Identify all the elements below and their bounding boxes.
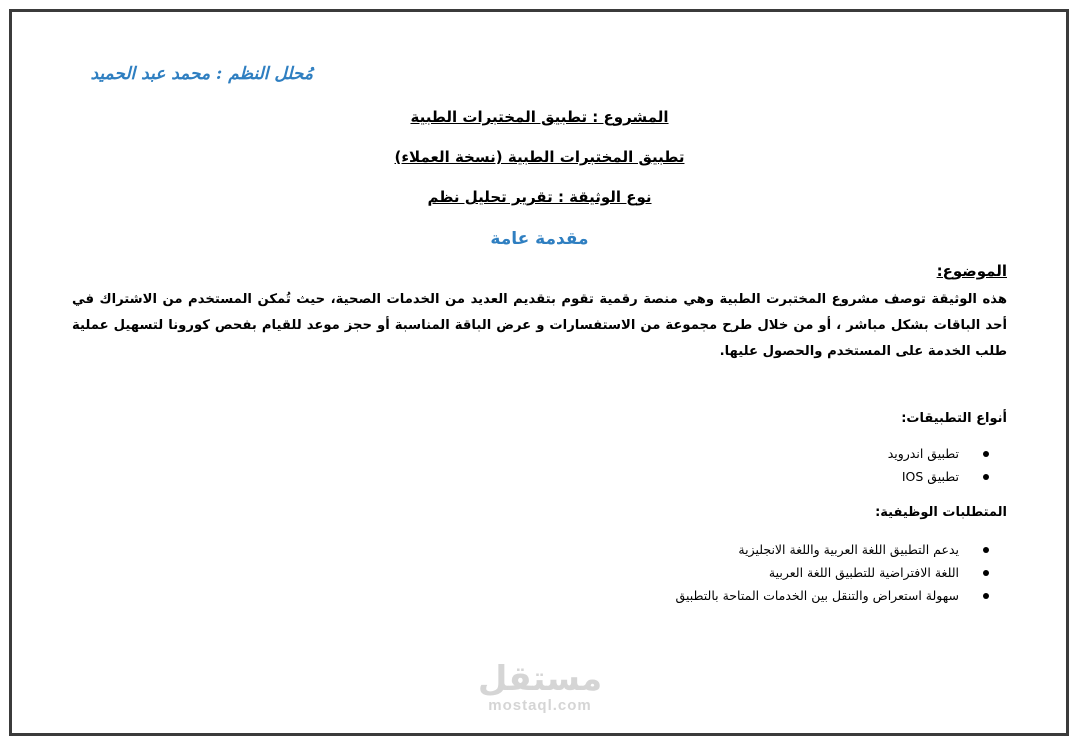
list-item-text: تطبيق اندرويد [887,446,959,461]
watermark-logo: مستقل [477,659,603,699]
project-title-text: المشروع : تطبيق المختبرات الطبية [410,108,669,126]
watermark-url: mostaql.com [488,697,592,714]
bullet-icon [983,593,989,599]
list-item-text: اللغة الافتراضية للتطبيق اللغة العربية [768,565,959,580]
list-item-text: سهولة استعراض والتنقل بين الخدمات المتاحة بالتطبيق [675,588,959,603]
bullet-icon [983,547,989,553]
subject-label: الموضوع: [936,262,1007,280]
bullet-icon [983,570,989,576]
list-item [676,538,1007,561]
intro-title: مقدمة عامة [490,229,589,249]
app-types-list [888,442,1007,488]
mostaql-watermark [460,660,620,714]
list-item [676,584,1007,607]
list-item [676,561,1007,584]
subject-paragraph: هذه الوثيقة توصف مشروع المختبرت الطبية وهي منصة رقمية تقوم بتقديم العديد من الخدمات الصحية، حيث تُمكن المستخدم من الاشتراك في أحد الباقات بشكل مباشر ، أو من خلال طرح مجموعة من الاستفسارات و عرض الباقة المناسبة أو حجز موعد للقيام بفحص كورونا لتسهيل عملية طلب الخدمة على المستخدم والحصول عليها. [72,292,1007,359]
list-item [888,465,1007,488]
list-item-text: تطبيق IOS [901,469,959,484]
version-title-text: تطبيق المختبرات الطبية (نسخة العملاء) [394,148,685,166]
doc-type-title [0,188,1079,206]
functional-requirements-heading: المتطلبات الوظيفية: [875,505,1007,520]
list-item [888,442,1007,465]
version-title [0,148,1079,166]
author-line: مُحلل النظم : محمد عبد الحميد [90,64,313,84]
bullet-icon [983,451,989,457]
functional-requirements-list [676,538,1007,607]
app-types-heading: أنواع التطبيقات: [901,411,1007,426]
bullet-icon [983,474,989,480]
list-item-text: يدعم التطبيق اللغة العربية واللغة الانجليزية [738,542,959,557]
project-title [0,108,1079,126]
doc-type-title-text: نوع الوثيقة : تقرير تحليل نظم [427,188,652,206]
